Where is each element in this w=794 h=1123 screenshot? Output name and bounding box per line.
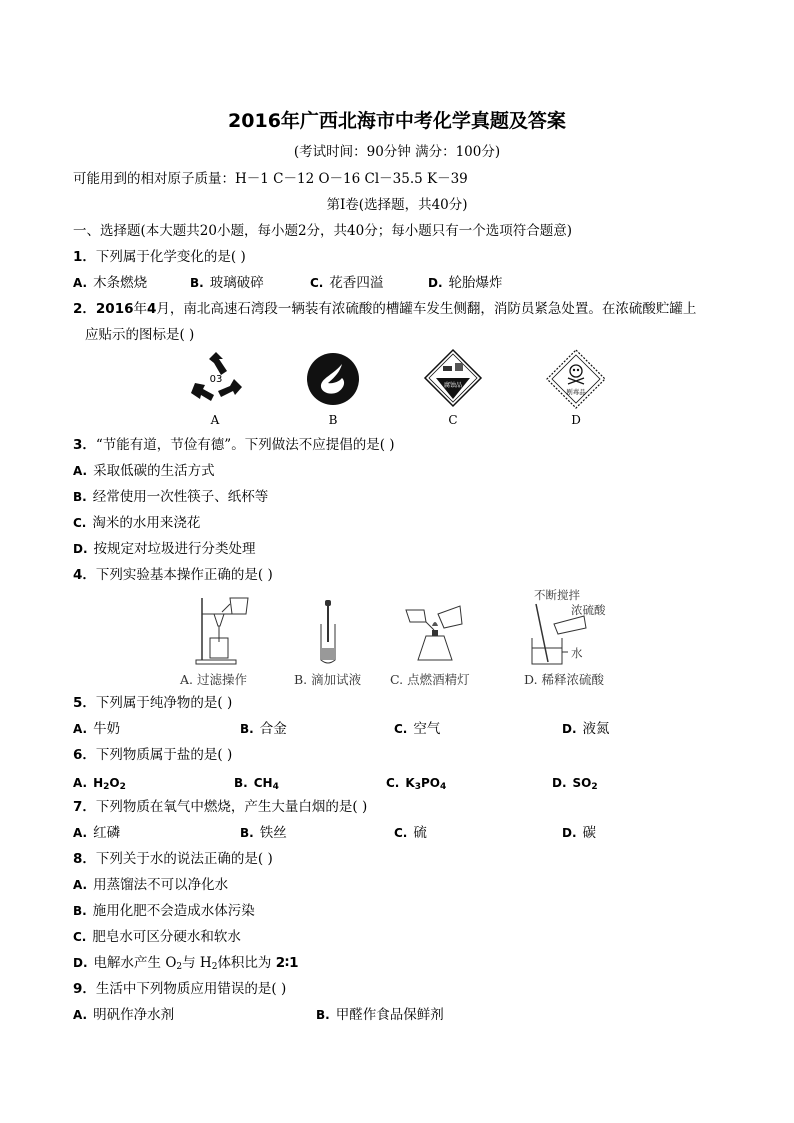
question-stem: 下列属于化学变化的是( ) (95, 249, 246, 265)
question-stem: 下列物质属于盐的是( ) (95, 747, 233, 763)
instructions: 一、选择题(本大题共20小题，每小题2分，共40分；每小题只有一个选项符合题意) (73, 223, 572, 239)
question-stem: 下列物质在氧气中燃烧，产生大量白烟的是( ) (95, 799, 368, 815)
question-number: 9． (73, 981, 96, 997)
option-a: A. 用蒸馏法不可以净化水 (73, 877, 229, 893)
question-number: 8． (73, 851, 96, 867)
option-b: B. 铁丝 (240, 825, 287, 841)
option-c: C. 硫 (394, 825, 427, 841)
option-a: A. 红磷 (73, 825, 121, 841)
icon-label-b: B (328, 413, 338, 427)
question-4 (73, 566, 273, 584)
question-9 (73, 980, 286, 998)
option-c: C. $K_3PO_4$ (386, 776, 447, 792)
option-a: A. 采取低碳的生活方式 (73, 463, 215, 479)
question-5 (73, 694, 232, 712)
option-b: B. 合金 (240, 721, 287, 737)
question-6 (73, 746, 232, 764)
option-d: D. 液氮 (562, 721, 610, 737)
question-stem: “节能有道，节俭有德”。下列做法不应提倡的是( ) (95, 437, 395, 453)
option-b: B. 经常使用一次性筷子、纸杯等 (73, 489, 269, 505)
question-7 (73, 798, 367, 816)
question-stem: 下列实验基本操作正确的是( ) (95, 567, 273, 583)
icon-label-a: A (210, 413, 220, 427)
question-1 (73, 248, 246, 266)
question-2-line2: 应贴示的图标是( ) (85, 327, 195, 343)
option-b: B. 玻璃破碎 (190, 275, 264, 291)
section-title: 第Ⅰ卷(选择题，共40分) (326, 197, 468, 213)
page-title: 2016年广西北海市中考化学真题及答案 (228, 110, 566, 132)
question-number: 2． (73, 301, 96, 317)
option-d: D. 轮胎爆炸 (428, 275, 503, 291)
question-number: 3． (73, 437, 96, 453)
option-d: D. 按规定对垃圾进行分类处理 (73, 541, 256, 557)
option-b: B. 甲醛作食品保鲜剂 (316, 1007, 444, 1023)
option-c: C. 空气 (394, 721, 441, 737)
dropper-figure (316, 598, 340, 668)
question-stem: 下列属于纯净物的是( ) (95, 695, 233, 711)
icon-label-c: C (448, 413, 458, 427)
alcohol-lamp-figure (402, 604, 466, 666)
option-a: A. 明矾作净水剂 (73, 1007, 175, 1023)
question-2: 2．2016年4月，南北高速石湾段一辆装有浓硫酸的槽罐车发生侧翻，消防员紧急处置。在浓硫酸贮罐上 (73, 301, 697, 317)
water-label: 水 (571, 646, 583, 660)
question-number: 6． (73, 747, 96, 763)
lab-caption-c: C. 点燃酒精灯 (390, 672, 470, 687)
option-b: B. $CH_4$ (234, 776, 279, 792)
svg-text:腐蚀品: 腐蚀品 (443, 382, 463, 389)
option-c: C. 淘米的水用来浇花 (73, 515, 201, 531)
option-c: C. 花香四溢 (310, 275, 384, 291)
svg-text:03: 03 (209, 374, 223, 385)
option-b: B. 施用化肥不会造成水体污染 (73, 903, 255, 919)
atomic-masses: 可能用到的相对原子质量：H－1 C－12 O－16 Cl－35.5 K－39 (73, 171, 468, 187)
toxic-icon (546, 349, 606, 409)
lab-caption-b: B. 滴加试液 (294, 672, 362, 687)
option-d: D. $SO_2$ (552, 776, 598, 792)
exam-info: (考试时间：90分钟 满分：100分) (293, 144, 501, 160)
question-8 (73, 850, 273, 868)
option-d: D. 碳 (562, 825, 597, 841)
option-a: A. 牛奶 (73, 721, 121, 737)
question-number: 4． (73, 567, 96, 583)
stir-label: 不断搅拌 (534, 588, 580, 602)
option-d: D. 电解水产生 $O_2$与 $H_2$体积比为 2∶1 (73, 955, 299, 972)
question-number: 7． (73, 799, 96, 815)
question-stem: 生活中下列物质应用错误的是( ) (95, 981, 287, 997)
icon-label-d: D (571, 413, 581, 427)
question-3 (73, 436, 395, 454)
option-c: C. 肥皂水可区分硬水和软水 (73, 929, 241, 945)
option-a: A. 木条燃烧 (73, 275, 148, 291)
filtration-figure (192, 594, 262, 666)
question-stem: 下列关于水的说法正确的是( ) (95, 851, 273, 867)
lab-caption-d: D. 稀释浓硫酸 (524, 672, 605, 687)
question-number: 5． (73, 695, 96, 711)
recycle-icon (187, 349, 245, 407)
option-a: A. $H_2O_2$ (73, 776, 126, 792)
water-drop-icon (306, 352, 360, 406)
svg-text:剧毒品: 剧毒品 (566, 388, 586, 396)
acid-label: 浓硫酸 (571, 603, 606, 617)
question-number: 1． (73, 249, 96, 265)
corrosive-icon (424, 349, 482, 407)
lab-caption-a: A. 过滤操作 (180, 672, 247, 687)
